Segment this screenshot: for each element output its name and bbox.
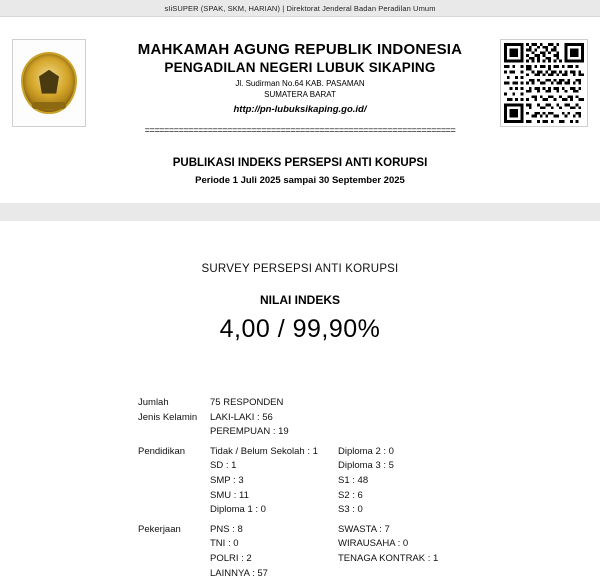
stat-value-secondary: S1 : 48 — [338, 474, 369, 486]
stat-value-primary: POLRI : 2 — [210, 552, 252, 564]
stat-value-secondary: WIRAUSAHA : 0 — [338, 538, 409, 550]
table-row — [138, 503, 498, 518]
stat-value-secondary — [338, 396, 498, 411]
stat-value-primary: Diploma 1 : 0 — [210, 504, 266, 516]
stat-value-secondary: S2 : 6 — [338, 489, 363, 501]
header-divider: ================================================================ — [144, 125, 456, 135]
index-label: NILAI INDEKS — [259, 293, 340, 307]
stat-value-secondary — [338, 425, 498, 440]
stat-value-primary: LAINNYA : 57 — [210, 567, 268, 579]
stat-label: Jumlah — [138, 397, 169, 408]
stat-value-primary: PNS : 8 — [210, 523, 243, 535]
table-row — [138, 489, 498, 504]
table-row — [138, 474, 498, 489]
stat-value-secondary: Diploma 3 : 5 — [338, 460, 394, 472]
court-province: SUMATERA BARAT — [264, 90, 336, 99]
stat-value-primary: LAKI-LAKI : 56 — [210, 411, 273, 423]
stat-value-primary: TNI : 0 — [210, 538, 239, 550]
qr-code-svg — [504, 43, 584, 123]
table-row — [138, 411, 498, 426]
court-website[interactable]: http://pn-lubuksikaping.go.id/ — [233, 104, 367, 115]
stat-value-secondary: TENAGA KONTRAK : 1 — [338, 552, 439, 564]
stat-value-primary: SMU : 11 — [210, 489, 249, 501]
stat-value-primary: SD : 1 — [210, 460, 237, 472]
stat-label — [138, 474, 210, 489]
stat-label — [138, 503, 210, 518]
respondent-statistics — [0, 396, 600, 581]
stat-value-primary: PEREMPUAN : 19 — [210, 426, 289, 438]
stat-value-secondary — [338, 411, 498, 426]
table-row — [138, 445, 498, 460]
stat-label — [138, 459, 210, 474]
document-header — [0, 17, 600, 203]
qr-code-icon — [500, 39, 588, 127]
index-value: 4,00 / 99,90% — [219, 315, 381, 343]
app-topbar — [0, 0, 600, 17]
survey-section — [0, 221, 600, 344]
stat-value-secondary: SWASTA : 7 — [338, 523, 390, 535]
institution-name: MAHKAMAH AGUNG REPUBLIK INDONESIA — [137, 41, 463, 58]
table-row — [138, 459, 498, 474]
stat-label: Pekerjaan — [138, 523, 181, 535]
survey-title: SURVEY PERSEPSI ANTI KORUPSI — [201, 263, 399, 275]
section-separator-band — [0, 203, 600, 221]
stat-value-primary: SMP : 3 — [210, 474, 244, 486]
table-row — [138, 396, 498, 411]
stat-label — [138, 567, 210, 581]
stat-value-primary: Tidak / Belum Sekolah : 1 — [210, 445, 318, 457]
stat-value-secondary: S3 : 0 — [338, 504, 363, 516]
court-logo — [12, 39, 86, 127]
publication-period: Periode 1 Juli 2025 sampai 30 September 2025 — [195, 175, 405, 186]
table-row — [138, 552, 498, 567]
stat-value-primary: 75 RESPONDEN — [210, 397, 284, 408]
table-row — [138, 567, 498, 581]
stat-label — [138, 425, 210, 440]
statistics-table — [138, 396, 498, 581]
app-topbar-title: sIiSUPER (SPAK, SKM, HARIAN) | Direktorat Jenderal Badan Peradilan Umum — [164, 3, 436, 13]
table-row — [138, 523, 498, 538]
stat-label — [138, 489, 210, 504]
court-address: Jl. Sudirman No.64 KAB. PASAMAN — [235, 79, 365, 88]
garuda-emblem-icon — [21, 52, 77, 114]
court-name: PENGADILAN NEGERI LUBUK SIKAPING — [164, 60, 436, 75]
table-row — [138, 425, 498, 440]
stat-label — [138, 552, 210, 567]
stat-label: Pendidikan — [138, 445, 186, 457]
stat-label: Jenis Kelamin — [138, 411, 198, 423]
publication-title: PUBLIKASI INDEKS PERSEPSI ANTI KORUPSI — [172, 157, 428, 169]
stat-value-secondary — [338, 567, 498, 581]
stat-value-secondary: Diploma 2 : 0 — [338, 445, 394, 457]
